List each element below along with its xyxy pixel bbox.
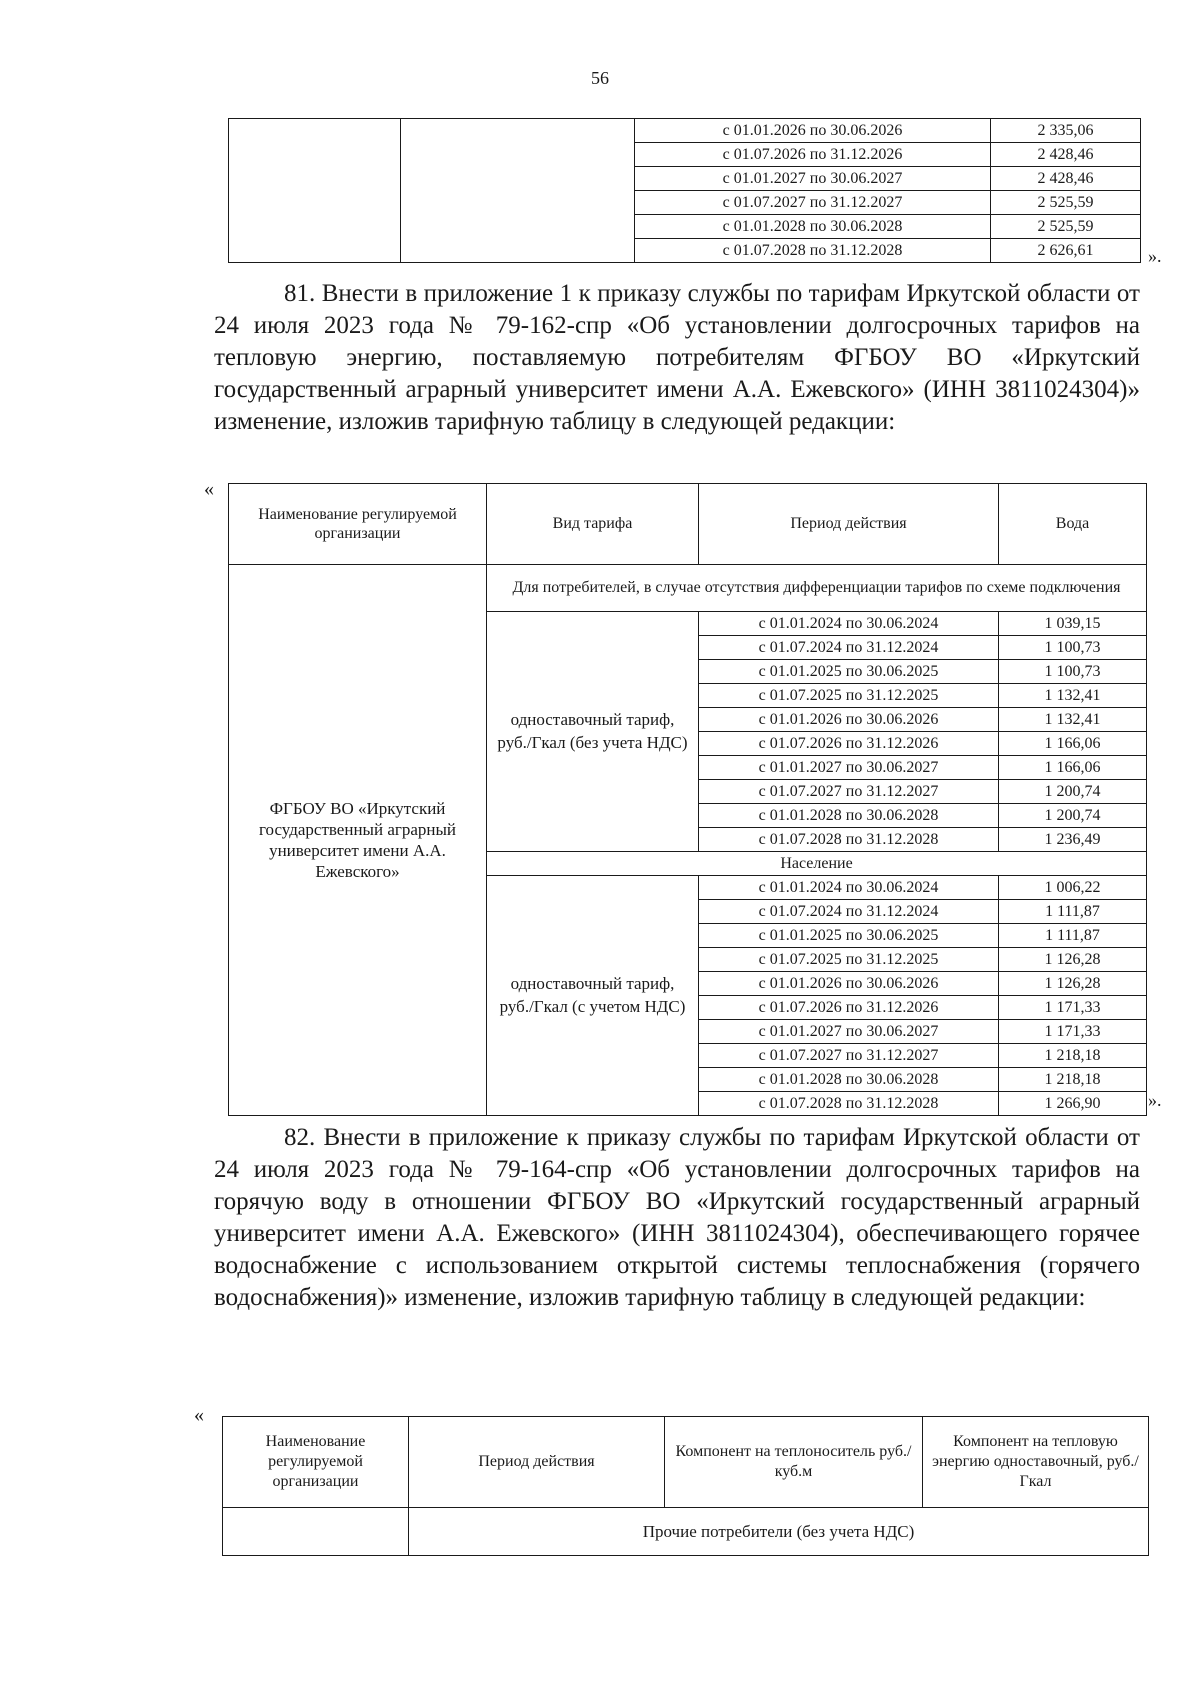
period-cell: с 01.01.2026 по 30.06.2026	[699, 972, 999, 996]
value-cell: 1 126,28	[999, 972, 1147, 996]
value-cell: 2 428,46	[991, 167, 1141, 191]
section-row	[223, 1508, 1149, 1556]
period-cell: с 01.07.2024 по 31.12.2024	[699, 900, 999, 924]
value-cell: 2 525,59	[991, 215, 1141, 239]
paragraph-81: 81. Внести в приложение 1 к приказу службы по тарифам Иркутской области от 24 июля 2023 года № 79-162-спр «Об установлении долгосрочных тарифов на тепловую энергию, поставляемую потребителям ФГБОУ ВО «Иркутский государственный аграрный университет имени А.А. Ежевского» (ИНН 3811024304)» изменение, изложив тарифную таблицу в следующей редакции:	[214, 280, 1140, 435]
value-cell: 1 236,49	[999, 828, 1147, 852]
tariff-kind-cell: одноставочный тариф, руб./Гкал (с учетом НДС)	[487, 876, 699, 1116]
header-carrier: Компонент на теплоноситель руб./куб.м	[665, 1417, 923, 1508]
value-cell: 1 171,33	[999, 996, 1147, 1020]
org-cell-empty	[229, 119, 401, 263]
period-cell: с 01.07.2028 по 31.12.2028	[699, 1092, 999, 1116]
hot-water-table	[222, 1416, 1149, 1556]
kind-cell-empty	[401, 119, 635, 263]
value-cell: 2 525,59	[991, 191, 1141, 215]
period-cell: с 01.07.2027 по 31.12.2027	[699, 1044, 999, 1068]
period-cell: с 01.01.2028 по 30.06.2028	[699, 1068, 999, 1092]
period-cell: с 01.01.2027 по 30.06.2027	[699, 756, 999, 780]
value-cell: 1 171,33	[999, 1020, 1147, 1044]
value-cell: 1 100,73	[999, 660, 1147, 684]
header-row	[223, 1417, 1149, 1508]
period-cell: с 01.01.2027 по 30.06.2027	[699, 1020, 999, 1044]
tariff-kind-cell: одноставочный тариф, руб./Гкал (без учета НДС)	[487, 612, 699, 852]
period-cell: с 01.07.2026 по 31.12.2026	[699, 996, 999, 1020]
value-cell: 1 039,15	[999, 612, 1147, 636]
section-title: Население	[487, 852, 1147, 876]
value-cell: 1 111,87	[999, 900, 1147, 924]
header-org: Наименование регулируемой организации	[223, 1417, 409, 1508]
header-period: Период действия	[699, 484, 999, 565]
period-cell: с 01.07.2024 по 31.12.2024	[699, 636, 999, 660]
period-cell: с 01.07.2026 по 31.12.2026	[699, 732, 999, 756]
period-cell: с 01.07.2027 по 31.12.2027	[635, 191, 991, 215]
continuation-table	[228, 118, 1141, 263]
value-cell: 1 132,41	[999, 684, 1147, 708]
period-cell: с 01.07.2025 по 31.12.2025	[699, 948, 999, 972]
value-cell: 1 218,18	[999, 1044, 1147, 1068]
period-cell: с 01.01.2028 по 30.06.2028	[635, 215, 991, 239]
tariff-table	[228, 483, 1147, 1116]
period-cell: с 01.01.2026 по 30.06.2026	[635, 119, 991, 143]
value-cell: 2 335,06	[991, 119, 1141, 143]
period-cell: с 01.07.2026 по 31.12.2026	[635, 143, 991, 167]
value-cell: 1 266,90	[999, 1092, 1147, 1116]
period-cell: с 01.01.2027 по 30.06.2027	[635, 167, 991, 191]
period-cell: с 01.07.2028 по 31.12.2028	[699, 828, 999, 852]
page-number: 56	[591, 68, 609, 88]
period-cell: с 01.07.2028 по 31.12.2028	[635, 239, 991, 263]
header-energy: Компонент на тепловую энергию одноставочный, руб./Гкал	[923, 1417, 1149, 1508]
value-cell: 1 166,06	[999, 756, 1147, 780]
header-water: Вода	[999, 484, 1147, 565]
value-cell: 1 126,28	[999, 948, 1147, 972]
open-quote: «	[204, 478, 214, 500]
section-title: Прочие потребители (без учета НДС)	[409, 1508, 1149, 1556]
table-row	[229, 119, 1141, 143]
value-cell: 2 626,61	[991, 239, 1141, 263]
section-row	[229, 565, 1147, 612]
header-period: Период действия	[409, 1417, 665, 1508]
close-quote: ».	[1148, 246, 1162, 266]
period-cell: с 01.01.2026 по 30.06.2026	[699, 708, 999, 732]
value-cell: 1 111,87	[999, 924, 1147, 948]
value-cell: 1 166,06	[999, 732, 1147, 756]
header-kind: Вид тарифа	[487, 484, 699, 565]
section-title: Для потребителей, в случае отсутствия дифференциации тарифов по схеме подключения	[487, 565, 1147, 612]
period-cell: с 01.07.2025 по 31.12.2025	[699, 684, 999, 708]
period-cell: с 01.01.2024 по 30.06.2024	[699, 876, 999, 900]
open-quote: «	[194, 1404, 204, 1426]
close-quote: ».	[1148, 1090, 1162, 1110]
value-cell: 1 218,18	[999, 1068, 1147, 1092]
value-cell: 1 006,22	[999, 876, 1147, 900]
value-cell: 2 428,46	[991, 143, 1141, 167]
org-cell-empty	[223, 1508, 409, 1556]
org-name-cell: ФГБОУ ВО «Иркутский государственный аграрный университет имени А.А. Ежевского»	[229, 565, 487, 1116]
period-cell: с 01.07.2027 по 31.12.2027	[699, 780, 999, 804]
paragraph-82: 82. Внести в приложение к приказу службы по тарифам Иркутской области от 24 июля 2023 года № 79-164-спр «Об установлении долгосрочных тарифов на горячую воду в отношении ФГБОУ ВО «Иркутский государственный аграрный университет имени А.А. Ежевского» (ИНН 3811024304), обеспечивающего горячее водоснабжение с использованием открытой системы теплоснабжения (горячего водоснабжения)» изменение, изложив тарифную таблицу в следующей редакции:	[214, 1124, 1140, 1311]
header-org: Наименование регулируемой организации	[229, 484, 487, 565]
header-row	[229, 484, 1147, 565]
value-cell: 1 132,41	[999, 708, 1147, 732]
value-cell: 1 200,74	[999, 804, 1147, 828]
value-cell: 1 100,73	[999, 636, 1147, 660]
period-cell: с 01.01.2025 по 30.06.2025	[699, 660, 999, 684]
value-cell: 1 200,74	[999, 780, 1147, 804]
period-cell: с 01.01.2024 по 30.06.2024	[699, 612, 999, 636]
period-cell: с 01.01.2025 по 30.06.2025	[699, 924, 999, 948]
period-cell: с 01.01.2028 по 30.06.2028	[699, 804, 999, 828]
